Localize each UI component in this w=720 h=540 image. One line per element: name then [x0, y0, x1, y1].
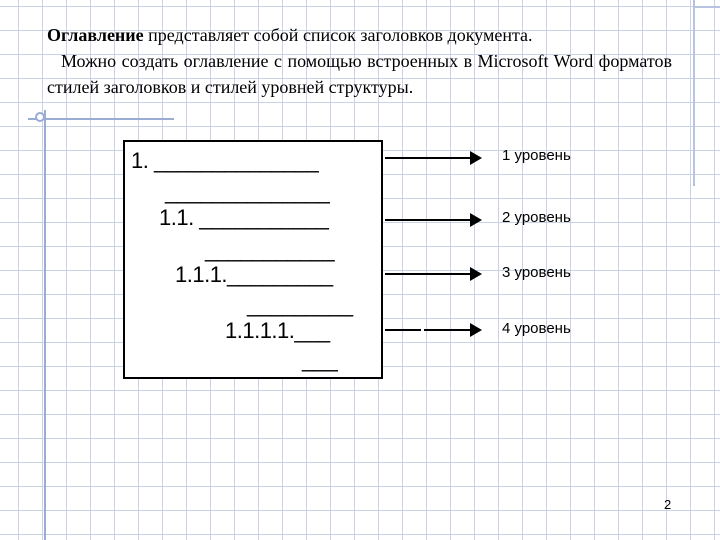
decorative-frame-line-right	[693, 0, 695, 186]
arrow-level-3	[385, 273, 480, 275]
arrow-level-4	[424, 329, 480, 331]
page-number: 2	[664, 497, 672, 512]
decorative-frame-line-horizontal	[28, 118, 174, 120]
intro-paragraph	[47, 22, 672, 48]
toc-line-level1-cont: ______________	[165, 179, 330, 204]
connector-level-4	[385, 329, 421, 331]
toc-line-level4-cont: ___	[302, 347, 338, 372]
level-2-label: 2 уровень	[502, 209, 571, 226]
decorative-frame-circle	[35, 112, 45, 122]
toc-line-level3: 1.1.1._________	[175, 262, 333, 287]
arrow-level-1	[385, 157, 480, 159]
level-3-label: 3 уровень	[502, 264, 571, 281]
intro-text	[47, 22, 672, 100]
toc-line-level1: 1. ______________	[131, 148, 319, 173]
intro-paragraph-2: Можно создать оглавление с помощью встроенных в Microsoft Word форматов стилей заголовков и стилей уровней структуры.	[47, 51, 672, 97]
decorative-frame-corner	[693, 0, 720, 8]
toc-example-box	[123, 140, 383, 379]
decorative-frame-line-left	[44, 110, 46, 540]
intro-line1-rest: представляет собой список заголовков документа.	[143, 25, 533, 45]
level-4-label: 4 уровень	[502, 320, 571, 337]
toc-line-level2: 1.1. ___________	[159, 205, 329, 230]
term-bold: Оглавление	[47, 25, 144, 45]
toc-line-level4: 1.1.1.1.___	[225, 318, 330, 343]
level-1-label: 1 уровень	[502, 147, 571, 164]
toc-line-level3-cont: _________	[247, 292, 353, 317]
arrow-level-2	[385, 219, 480, 221]
toc-line-level2-cont: ___________	[205, 237, 335, 262]
